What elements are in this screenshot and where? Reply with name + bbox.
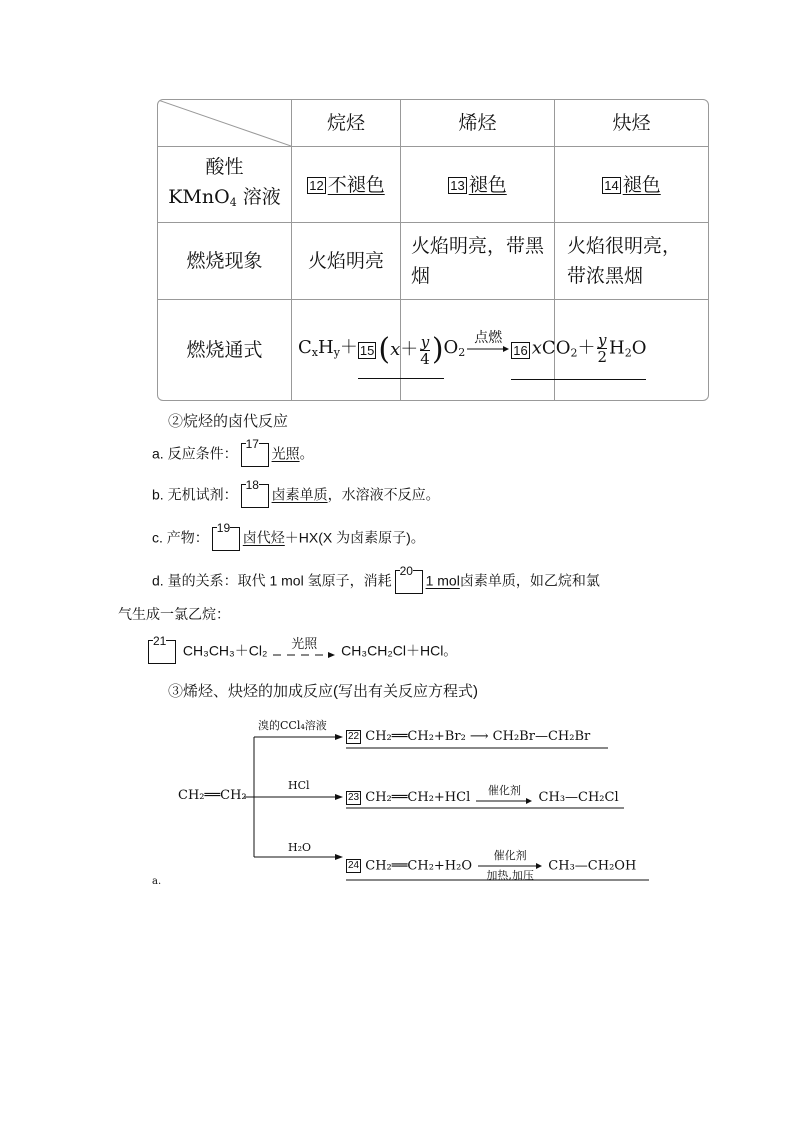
row-label-line — [168, 182, 281, 218]
product-line-c — [152, 521, 425, 551]
equation-left: CH₃CH₃＋Cl₂ — [182, 642, 268, 659]
diagonal-header-line — [158, 100, 291, 146]
item-tail: ＋HX(X 为卤素原子)。 — [284, 529, 425, 546]
answer-text: 不褪色 — [327, 173, 385, 196]
reaction-condition: 催化剂 — [493, 849, 527, 862]
answer-cell — [555, 147, 708, 222]
reaction-condition: 催化剂 — [487, 784, 521, 797]
header-alkane: 烷烃 — [326, 112, 365, 134]
answer-cell — [292, 147, 400, 222]
item-tail: ，水溶液不反应。 — [327, 486, 440, 503]
combustion-alkyne: 火焰很明亮，带浓黑烟 — [567, 235, 682, 287]
answer-number: 20 — [399, 564, 413, 578]
answer-16: 16 xCO$_2$＋ y 2 $H_2O$ — [511, 332, 646, 369]
header-alkene: 烯烃 — [458, 112, 497, 134]
answer-number: 23 — [348, 791, 360, 803]
section2-title: ②烷烃的卤代反应 — [168, 413, 289, 430]
reaction-arrow — [467, 331, 509, 353]
item-tail: 。 — [299, 445, 314, 462]
formula-text: KMnO — [168, 185, 230, 208]
answer-15: 15 ( x ＋ y 4 ) — [358, 334, 444, 367]
quantity-line-d — [152, 564, 600, 594]
formula-subscript: 4 — [229, 195, 237, 209]
answer-number: 13 — [450, 178, 465, 193]
equation-22 — [346, 729, 590, 744]
answer-text: 褪色 — [468, 173, 507, 196]
header-alkyne: 炔烃 — [612, 112, 651, 134]
reaction-arrow — [273, 637, 335, 659]
footer-label: a. — [152, 876, 162, 887]
reagent-line-b — [152, 478, 440, 508]
answer-number: 15 — [359, 342, 375, 358]
answer-number: 21 — [153, 634, 167, 648]
reaction-condition: 点燃 — [474, 330, 503, 346]
condition-line-a — [152, 437, 314, 467]
section3-title: ③烯烃、炔烃的加成反应(写出有关反应方程式) — [168, 683, 478, 700]
combustion-equation: $C_xH_y+$ 15 ( x ＋ y 4 ) $O_2$ 点燃 16 xCO$_2$＋ y 2 $H_2O$ — [292, 300, 708, 400]
reagent-h2o: H₂O — [288, 841, 312, 854]
item-label: a. 反应条件： — [152, 445, 238, 462]
ethylene-start: CH₂══CH₂ — [178, 788, 247, 803]
answer-number: 12 — [309, 178, 324, 193]
answer-text: 1 mol — [425, 572, 460, 589]
combustion-alkene: 火焰明亮，带黑烟 — [411, 235, 545, 287]
equation-right: CH₃—CH₂OH — [548, 858, 637, 874]
item-label: b. 无机试剂： — [152, 486, 238, 503]
reagent-br2: 溴的CCl₄溶液 — [258, 719, 327, 732]
item-tail: 卤素单质，如乙烷和氯 — [459, 572, 600, 589]
answer-number: 16 — [513, 342, 528, 358]
answer-box — [148, 634, 176, 664]
formula-text: $C_xH_y+$ — [298, 336, 358, 359]
equation-left: CH₂══CH₂+HCl — [365, 790, 471, 805]
equation-right: CH₃CH₂Cl＋HCl。 — [341, 642, 458, 659]
answer-number: 17 — [245, 437, 259, 451]
row-label-combustion: 燃烧现象 — [186, 250, 263, 272]
answer-number: 24 — [348, 860, 360, 871]
answer-box — [395, 564, 423, 594]
row-label-line: 酸性 — [205, 155, 244, 178]
comparison-table — [157, 99, 709, 401]
answer-box — [241, 437, 269, 467]
chlorination-equation — [148, 634, 458, 667]
equation-right: CH₃—CH₂Cl — [538, 790, 619, 805]
equation-left: CH₂══CH₂+H₂O — [365, 858, 473, 874]
equation-23 — [346, 784, 619, 812]
item-label: c. 产物： — [152, 529, 209, 546]
row-label-kmno4 — [158, 147, 291, 222]
equation-24 — [346, 850, 636, 882]
answer-text: 光照 — [271, 445, 300, 462]
answer-cell — [401, 147, 554, 222]
answer-text: 褪色 — [622, 173, 661, 196]
answer-box — [212, 521, 240, 551]
answer-number: 18 — [245, 478, 259, 492]
reagent-hcl: HCl — [288, 779, 310, 792]
reaction-condition: 光照 — [291, 635, 318, 651]
item-label: d. 量的关系：取代 1 mol 氢原子，消耗 — [152, 572, 392, 589]
formula-text: 溶液 — [236, 185, 281, 208]
answer-text: 卤代烃 — [242, 529, 285, 546]
answer-text: 卤素单质 — [271, 486, 328, 503]
quantity-line-d-continued: 气生成一氯乙烷： — [118, 606, 230, 622]
answer-number: 22 — [348, 730, 360, 742]
answer-box — [241, 478, 269, 508]
reaction-arrow — [476, 785, 532, 805]
combustion-alkane: 火焰明亮 — [307, 250, 384, 272]
reaction-arrow — [478, 850, 542, 882]
answer-number: 14 — [604, 178, 619, 193]
reaction-condition: 加热,加压 — [486, 869, 534, 882]
addition-reaction-diagram — [152, 706, 654, 888]
row-label-general-formula: 燃烧通式 — [186, 339, 263, 361]
equation-text: CH₂══CH₂+Br₂ ⟶ CH₂Br—CH₂Br — [365, 729, 591, 744]
answer-number: 19 — [216, 521, 231, 535]
